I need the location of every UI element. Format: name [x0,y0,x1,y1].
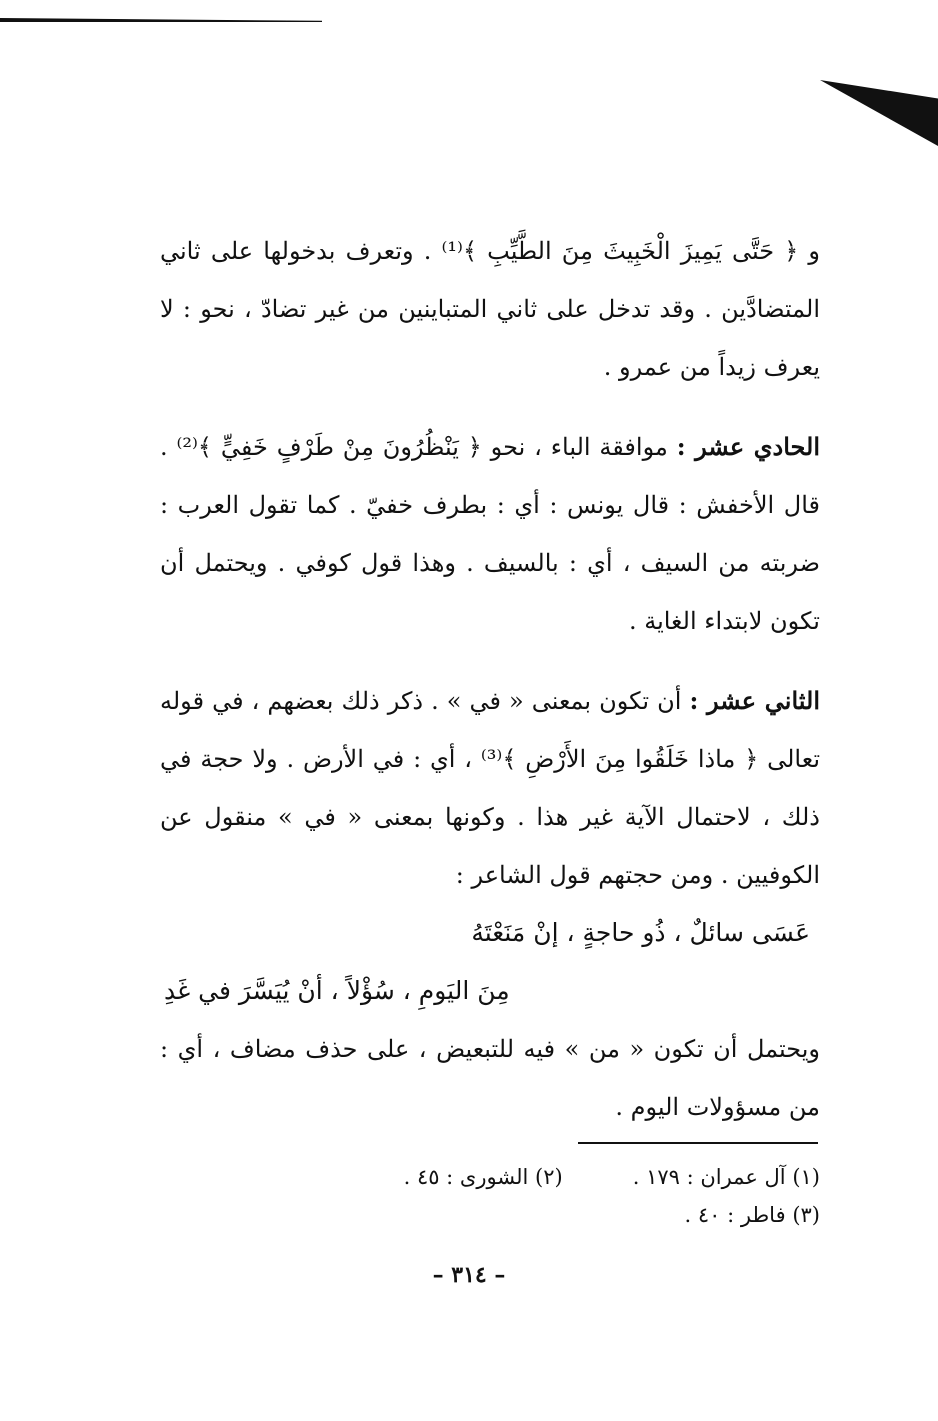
scan-edge-mark-top [0,18,322,22]
paragraph-2-heading: الحادي عشر : [676,432,820,461]
paragraph-3-text: أن تكون بمعنى « في » . ذكر ذلك بعضهم ، في قوله تعالى ﴿ ماذا خَلَقُوا مِنَ الأَرْضِ ﴾⁽³⁾ ، أي : في الأرض . ولا حجة في ذلك ، لاحتمال الآية غير هذا . وكونها بمعنى « في » منقول عن الكوفيين . ومن حجتهم قول الشاعر : [160,687,820,889]
verse-hemistich-1: عَسَى سائلٌ ، ذُو حاجةٍ ، إنْ مَنَعْتَهُ [471,918,810,947]
closing-paragraph: ويحتمل أن تكون « من » فيه للتبعيض ، على حذف مضاف ، أي : من مسؤولات اليوم . [160,1035,820,1121]
footnote-1-marker: (١) [792,1165,820,1189]
footnote-2 [404,1158,563,1196]
footnote-2-marker: (٢) [535,1165,563,1189]
footnote-3-text: فاطر : ٤٠ . [684,1203,786,1227]
page-body [160,222,820,1158]
footnote-3-marker: (٣) [792,1203,820,1227]
paragraph-1-text: و ﴿ حَتَّى يَمِيزَ الْخَبِيثَ مِنَ الطَّيِّبِ ﴾⁽¹⁾ . وتعرف بدخولها على ثاني المتضادَّين . وقد تدخل على ثاني المتباينين من غير تضادّ ، نحو : لا يعرف زيداً من عمرو . [160,237,820,381]
footnote-row-1 [280,1158,820,1196]
footnote-2-text: الشورى : ٤٥ . [403,1165,529,1189]
scan-edge-mark-right [820,80,938,146]
footnote-divider [578,1142,818,1144]
footnotes [280,1158,820,1234]
footnote-1 [633,1158,820,1196]
paragraph-3 [160,672,820,904]
footnote-row-2 [280,1196,820,1234]
paragraph-2-text: موافقة الباء ، نحو ﴿ يَنْظُرُونَ مِنْ طَرْفٍ خَفِيٍّ ﴾⁽²⁾ . قال الأخفش : قال يونس : أي : بطرف خفيّ . كما تقول العرب : ضربته من السيف ، أي : بالسيف . وهذا قول كوفي . ويحتمل أن تكون لابتداء الغاية . [160,433,820,635]
page-number: – ٣١٤ – [432,1262,506,1288]
paragraph-1 [160,222,820,396]
footnote-3 [685,1196,820,1234]
paragraph-3-heading: الثاني عشر : [689,686,820,715]
verse-hemistich-2: مِنَ اليَومِ ، سُؤْلاً ، أنْ يُيَسَّرَ في غَدِ [164,976,510,1005]
footnote-1-text: آل عمران : ١٧٩ . [632,1165,786,1189]
paragraph-2 [160,418,820,650]
